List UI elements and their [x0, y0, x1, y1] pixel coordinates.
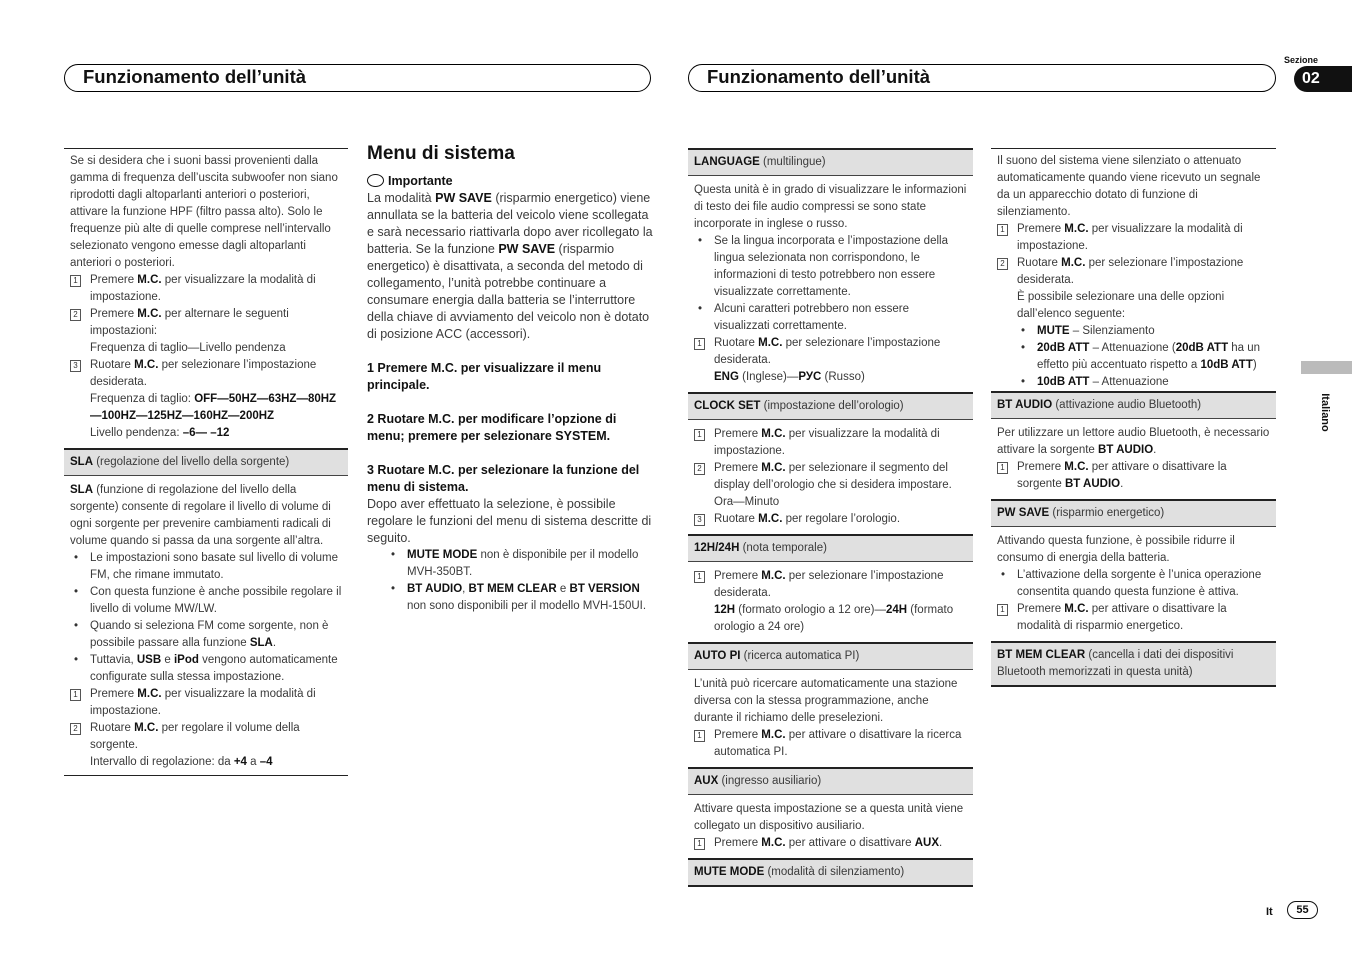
important-text: La modalità PW SAVE (risparmio energetico) viene annullata se la batteria del veicolo viene scollegata e sarà necessario riattivarla dopo aver ricollegato la batteria. Se la funzione PW SAVE (risparmio energetico) è disattivata, a seconda del metodo di collegamento, l’unità potrebbe continuare a consumare energia dalla batteria se l’interruttore della chiave di avviamento del veicolo non è dotato di posizione ACC (accessori).	[367, 191, 653, 341]
hpf-step-2: 2 Premere M.C. per alternare le seguenti impostazioni: Frequenza di taglio—Livello pendenza	[70, 306, 342, 357]
mute-option-2: • 20dB ATT – Attenuazione (20dB ATT ha un effetto più accentuato rispetto a 10dB ATT)	[1017, 340, 1270, 374]
pw-save-step-1: 1 Premere M.C. per attivare o disattivare la modalità di risparmio energetico.	[997, 601, 1270, 635]
language-bullet-1: • Se la lingua incorporata e l’impostazione della lingua selezionata non corrispondono, le informazioni di testo potrebbero non essere visualizzate correttamente.	[694, 233, 967, 301]
sla-step-1: 1 Premere M.C. per visualizzare la modalità di impostazione.	[70, 686, 342, 720]
menu-step-3: 3 Ruotare M.C. per selezionare la funzione del menu di sistema.	[367, 463, 640, 494]
column-1	[64, 148, 348, 776]
model-note-2: • BT AUDIO, BT MEM CLEAR e BT VERSION non sono disponibili per il modello MVH-150UI.	[387, 581, 653, 615]
section-number: 02	[1302, 70, 1320, 87]
aux-description: Attivare questa impostazione se a questa unità viene collegato un dispositivo ausiliario.	[694, 803, 964, 832]
mute-step-2: 2 Ruotare M.C. per selezionare l’impostazione desiderata. È possibile selezionare una delle opzioni dall’elenco seguente: • MUTE – Silenziamento • 20dB ATT – Attenuazione (20dB ATT ha un effetto più accentuato rispetto a 10dB ATT) • 10dB ATT – Attenuazione	[997, 255, 1270, 391]
language-heading-box: LANGUAGE (multilingue)	[688, 148, 973, 176]
clock-step-2: 2 Premere M.C. per selezionare il segmento del display dell’orologio che si desidera impostare. Ora—Minuto	[694, 460, 967, 511]
model-note-1: • MUTE MODE non è disponibile per il modello MVH-350BT.	[387, 547, 653, 581]
column-3	[688, 148, 973, 893]
auto-pi-heading-box: AUTO PI (ricerca automatica PI)	[688, 642, 973, 670]
mute-step-1: 1 Premere M.C. per visualizzare la modalità di impostazione.	[997, 221, 1270, 255]
menu-step-3-text: Dopo aver effettuato la selezione, è possibile regolare le funzioni del menu di sistema descritte di seguito.	[367, 497, 652, 545]
sla-description: SLA (funzione di regolazione del livello della sorgente) consente di regolare il livello di volume di ogni sorgente per prevenire cambiamenti radicali di volume quando si passa da una sorgente all’altra.	[70, 484, 331, 547]
hpf-step-1: 1 Premere M.C. per visualizzare la modalità di impostazione.	[70, 272, 342, 306]
left-header	[64, 64, 651, 92]
12h-24h-step-1: 1 Premere M.C. per selezionare l’impostazione desiderata. 12H (formato orologio a 12 ore)—24H (formato orologio a 24 ore)	[694, 568, 967, 636]
pw-save-bullet-1: • L’attivazione della sorgente è l’unica operazione consentita quando questa funzione è attiva.	[997, 567, 1270, 601]
clock-step-3: 3 Ruotare M.C. per regolare l’orologio.	[694, 511, 967, 528]
mute-option-3: • 10dB ATT – Attenuazione	[1017, 374, 1270, 391]
menu-step-2: 2 Ruotare M.C. per modificare l’opzione di menu; premere per selezionare SYSTEM.	[367, 412, 617, 443]
column-2	[367, 143, 653, 615]
right-header	[688, 64, 1276, 92]
side-tab-label: Italiano	[1318, 393, 1331, 432]
side-tab-marker	[1301, 361, 1352, 374]
aux-heading-box: AUX (ingresso ausiliario)	[688, 767, 973, 795]
clock-set-heading-box: CLOCK SET (impostazione dell’orologio)	[688, 392, 973, 420]
auto-pi-description: L’unità può ricercare automaticamente una stazione diversa con la stessa programmazione, anche durante il richiamo delle preselezioni.	[694, 678, 958, 724]
important-heading: Importante	[367, 173, 653, 190]
aux-step-1: 1 Premere M.C. per attivare o disattivare AUX.	[694, 835, 967, 852]
pw-save-heading-box: PW SAVE (risparmio energetico)	[991, 499, 1276, 527]
page-number: 55	[1296, 904, 1309, 916]
sla-step-2: 2 Ruotare M.C. per regolare il volume della sorgente. Intervallo di regolazione: da +4 a –4	[70, 720, 342, 771]
mute-mode-heading-box: MUTE MODE (modalità di silenziamento)	[688, 858, 973, 887]
bt-mem-clear-heading-box: BT MEM CLEAR (cancella i dati dei dispositivi Bluetooth memorizzati in questa unità)	[991, 641, 1276, 687]
sla-bullet-4: • Tuttavia, USB e iPod vengono automaticamente configurate sulla stessa impostazione.	[70, 652, 342, 686]
mute-intro: Il suono del sistema viene silenziato o attenuato automaticamente quando viene ricevuto un segnale da un apparecchio dotato di funzione di silenziamento.	[997, 155, 1261, 218]
important-icon	[367, 174, 384, 187]
auto-pi-step-1: 1 Premere M.C. per attivare o disattivare la ricerca automatica PI.	[694, 727, 967, 761]
left-header-title: Funzionamento dell’unità	[83, 66, 307, 87]
12h-24h-heading-box: 12H/24H (nota temporale)	[688, 534, 973, 562]
clock-step-1: 1 Premere M.C. per visualizzare la modalità di impostazione.	[694, 426, 967, 460]
sla-heading-box: SLA (regolazione del livello della sorgente)	[64, 448, 348, 476]
section-number-badge	[1294, 66, 1352, 92]
column-4	[991, 148, 1276, 693]
language-description: Questa unità è in grado di visualizzare le informazioni di testo dei file audio compressi se sono state incorporate in inglese o russo.	[694, 184, 967, 230]
right-header-title: Funzionamento dell’unità	[707, 66, 931, 87]
bt-audio-step-1: 1 Premere M.C. per attivare o disattivare la sorgente BT AUDIO.	[997, 459, 1270, 493]
sla-bullet-3: • Quando si seleziona FM come sorgente, non è possibile passare alla funzione SLA.	[70, 618, 342, 652]
sla-bullet-2: • Con questa funzione è anche possibile regolare il livello di volume MW/LW.	[70, 584, 342, 618]
mute-option-1: • MUTE – Silenziamento	[1017, 323, 1270, 340]
sla-bullet-1: • Le impostazioni sono basate sul livello di volume FM, che rimane immutato.	[70, 550, 342, 584]
pw-save-description: Attivando questa funzione, è possibile ridurre il consumo di energia della batteria.	[997, 535, 1235, 564]
bt-audio-description: Per utilizzare un lettore audio Bluetooth, è necessario attivare la sorgente BT AUDIO.	[997, 427, 1270, 456]
hpf-intro: Se si desidera che i suoni bassi provenienti dalla gamma di frequenza dell’uscita subwoofer non siano riprodotti dagli altoparlanti anteriori o posteriori, attivare la funzione HPF (filtro passa alto). Solo le frequenze più alte di quelle comprese nell’intervallo selezionato vengono emesse dagli altoparlanti anteriori o posteriori.	[70, 155, 338, 269]
language-step-1: 1 Ruotare M.C. per selezionare l’impostazione desiderata. ENG (Inglese)—РУС (Russo)	[694, 335, 967, 386]
language-bullet-2: • Alcuni caratteri potrebbero non essere visualizzati correttamente.	[694, 301, 967, 335]
page-number-badge	[1287, 901, 1318, 919]
column-1-bottom-rule	[64, 775, 348, 776]
section-label: Sezione	[1284, 55, 1319, 65]
footer-language: It	[1266, 906, 1273, 918]
section-title: Menu di sistema	[367, 143, 515, 164]
menu-step-1: 1 Premere M.C. per visualizzare il menu principale.	[367, 361, 602, 392]
bt-audio-heading-box: BT AUDIO (attivazione audio Bluetooth)	[991, 391, 1276, 419]
hpf-step-3: 3 Ruotare M.C. per selezionare l’impostazione desiderata. Frequenza di taglio: OFF—50HZ—63HZ—80HZ—100HZ—125HZ—160HZ—200HZ Livello pendenza: –6— –12	[70, 357, 342, 442]
